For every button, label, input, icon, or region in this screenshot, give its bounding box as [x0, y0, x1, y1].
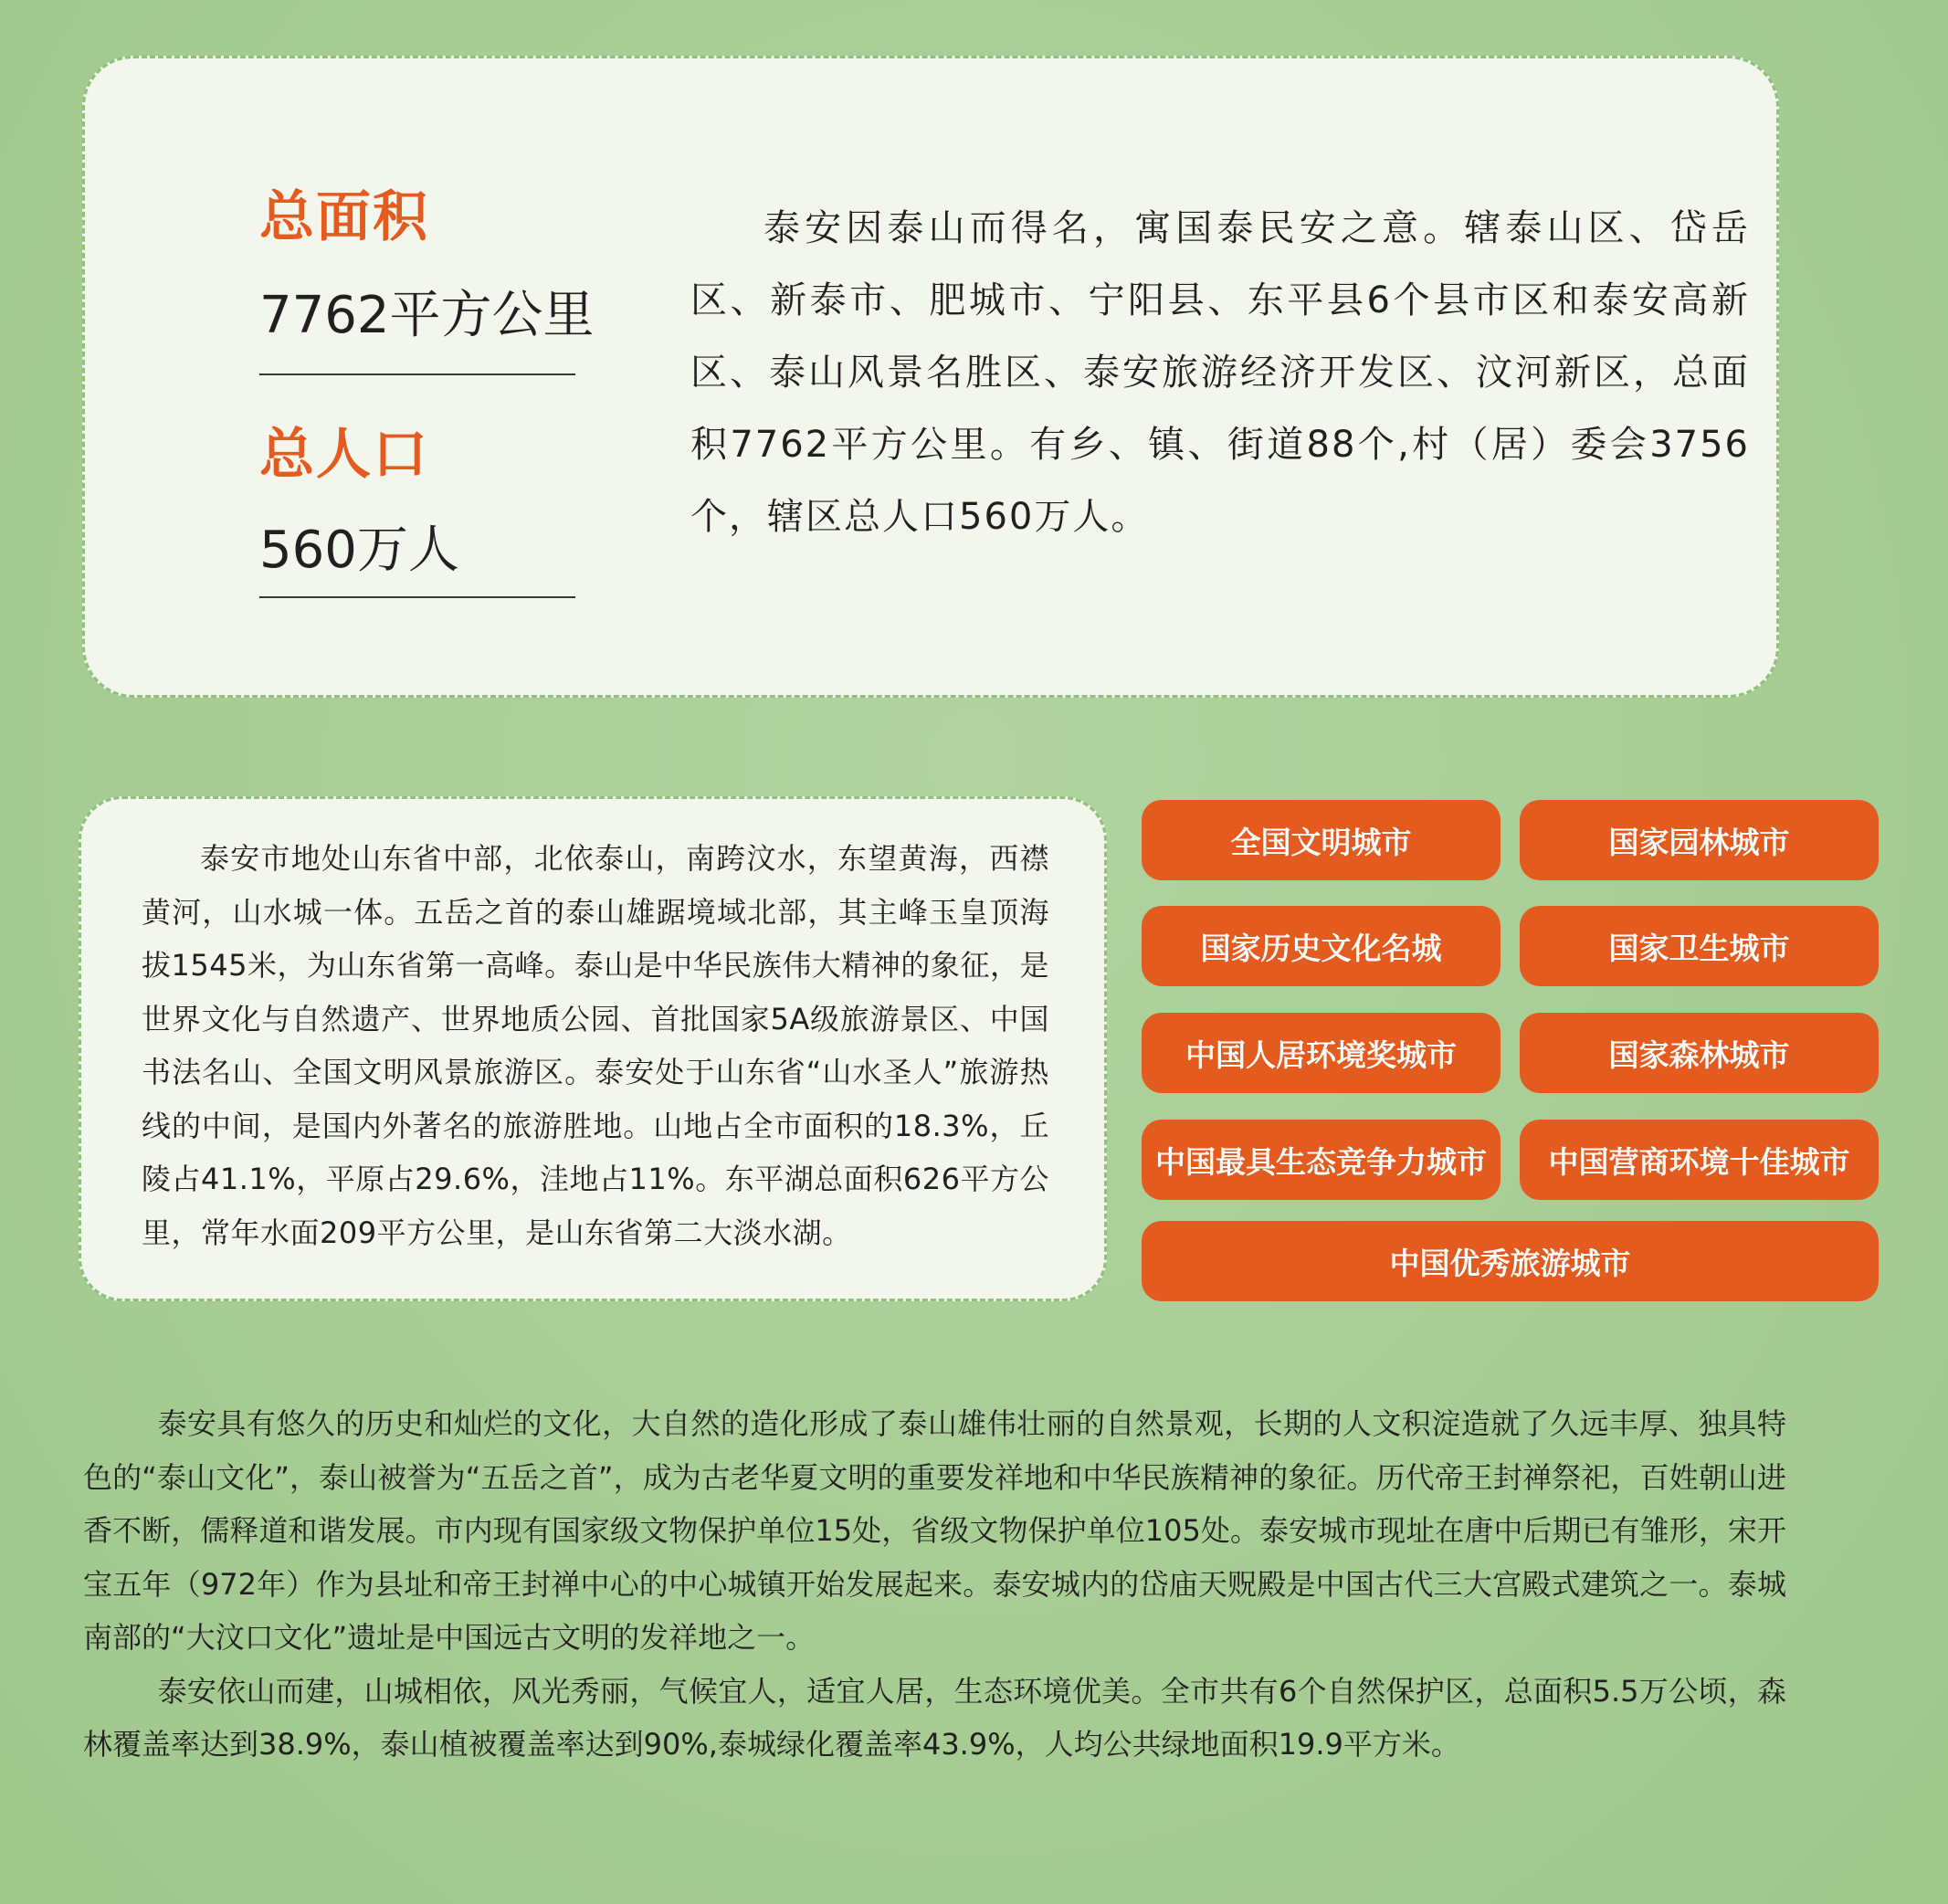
- geography-card: [79, 796, 1107, 1301]
- honor-badge: 全国文明城市: [1142, 800, 1500, 880]
- honor-badge: 中国优秀旅游城市: [1142, 1221, 1879, 1301]
- total-area-label: 总面积: [259, 185, 429, 249]
- stat-divider: [259, 596, 575, 598]
- honor-badge: 国家森林城市: [1520, 1013, 1879, 1093]
- total-population-value: 560万人: [259, 521, 459, 580]
- honor-badge: 国家园林城市: [1520, 800, 1879, 880]
- honor-badge: 中国人居环境奖城市: [1142, 1013, 1500, 1093]
- honor-badge: 国家历史文化名城: [1142, 906, 1500, 986]
- honor-badge: 中国营商环境十佳城市: [1520, 1120, 1879, 1200]
- total-area-value: 7762平方公里: [259, 286, 595, 345]
- ecology-paragraph: 泰安依山而建，山城相依，风光秀丽，气候宜人，适宜人居，生态环境优美。全市共有6个自然保护区，总面积5.5万公顷，森林覆盖率达到38.9%，泰山植被覆盖率达到90%,泰城绿化覆盖率43.9%，人均公共绿地面积19.9平方米。: [83, 1673, 1786, 1762]
- culture-paragraph: 泰安具有悠久的历史和灿烂的文化，大自然的造化形成了泰山雄伟壮丽的自然景观，长期的人文积淀造就了久远丰厚、独具特色的“泰山文化”，泰山被誉为“五岳之首”，成为古老华夏文明的重要发祥地和中华民族精神的象征。历代帝王封禅祭祀，百姓朝山进香不断，儒释道和谐发展。市内现有国家级文物保护单位15处，省级文物保护单位105处。泰安城市现址在唐中后期已有雏形，宋开宝五年（972年）作为县址和帝王封禅中心的中心城镇开始发展起来。泰安城内的岱庙天贶殿是中国古代三大宫殿式建筑之一。泰城南部的“大汶口文化”遗址是中国远古文明的发祥地之一。: [83, 1406, 1786, 1655]
- intro-paragraph: 泰安因泰山而得名，寓国泰民安之意。辖泰山区、岱岳区、新泰市、肥城市、宁阳县、东平县6个县市区和泰安高新区、泰山风景名胜区、泰安旅游经济开发区、汶河新区，总面积7762平方公里。有乡、镇、街道88个,村（居）委会3756个，辖区总人口560万人。: [690, 207, 1750, 538]
- honor-badge: 中国最具生态竞争力城市: [1142, 1120, 1500, 1200]
- honor-badge: 国家卫生城市: [1520, 906, 1879, 986]
- stat-divider: [259, 373, 575, 375]
- geography-paragraph: 泰安市地处山东省中部，北依泰山，南跨汶水，东望黄海，西襟黄河，山水城一体。五岳之首的泰山雄踞境域北部，其主峰玉皇顶海拔1545米，为山东省第一高峰。泰山是中华民族伟大精神的象征，是世界文化与自然遗产、世界地质公园、首批国家5A级旅游景区、中国书法名山、全国文明风景旅游区。泰安处于山东省“山水圣人”旅游热线的中间，是国内外著名的旅游胜地。山地占全市面积的18.3%，丘陵占41.1%，平原占29.6%，洼地占11%。东平湖总面积626平方公里，常年水面209平方公里，是山东省第二大淡水湖。: [142, 841, 1049, 1250]
- culture-section: [83, 1397, 1786, 1772]
- stats-card: [82, 56, 1779, 698]
- total-population-label: 总人口: [259, 423, 429, 487]
